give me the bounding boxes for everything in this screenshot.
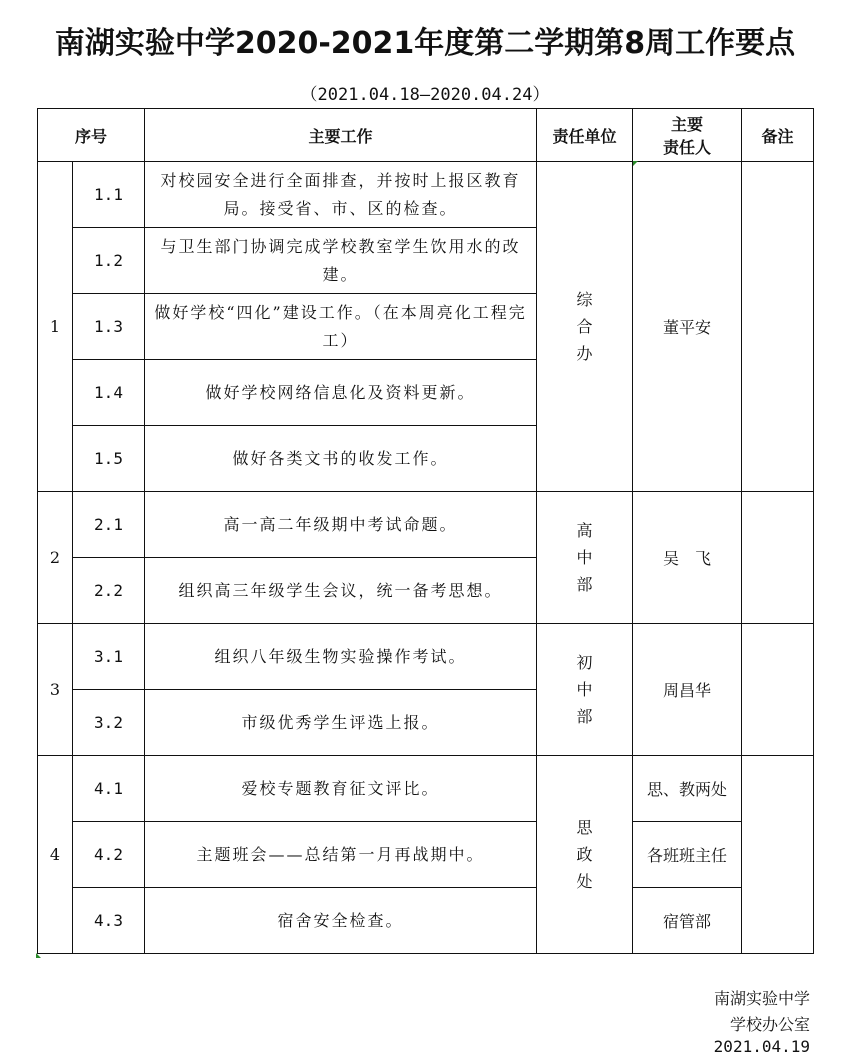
work-plan-table — [37, 108, 814, 954]
date-range: （2021.04.18—2020.04.24） — [300, 85, 550, 105]
header-seq: 序号 — [38, 109, 145, 162]
cell-comment-marker — [36, 953, 41, 958]
task-text: 做好学校“四化”建设工作。（在本周亮化工程完工） — [145, 294, 537, 360]
responsible-unit: 综 合 办 — [537, 162, 633, 492]
header-person: 主要 责任人 — [633, 109, 742, 162]
group-number: 2 — [38, 492, 73, 624]
responsible-unit: 初 中 部 — [537, 624, 633, 756]
sub-number: 1.5 — [73, 426, 145, 492]
note-cell — [742, 624, 814, 756]
header-unit: 责任单位 — [537, 109, 633, 162]
task-text: 市级优秀学生评选上报。 — [145, 690, 537, 756]
table-row — [38, 492, 814, 558]
task-text: 组织八年级生物实验操作考试。 — [145, 624, 537, 690]
responsible-unit: 高 中 部 — [537, 492, 633, 624]
table-row — [38, 756, 814, 822]
footer-org: 南湖实验中学 — [713, 989, 810, 1008]
group-number: 1 — [38, 162, 73, 492]
sub-number: 2.2 — [73, 558, 145, 624]
task-text: 高一高二年级期中考试命题。 — [145, 492, 537, 558]
responsible-person: 周昌华 — [633, 624, 742, 756]
footer-office: 学校办公室 — [729, 1015, 810, 1034]
task-text: 爱校专题教育征文评比。 — [145, 756, 537, 822]
responsible-person: 宿管部 — [633, 888, 742, 954]
task-text: 做好各类文书的收发工作。 — [145, 426, 537, 492]
responsible-person: 董平安 — [633, 162, 742, 492]
task-text: 宿舍安全检查。 — [145, 888, 537, 954]
responsible-person: 思、教两处 — [633, 756, 742, 822]
task-text: 对校园安全进行全面排查，并按时上报区教育局。接受省、市、区的检查。 — [145, 162, 537, 228]
responsible-person: 各班班主任 — [633, 822, 742, 888]
sub-number: 4.2 — [73, 822, 145, 888]
table-row — [38, 624, 814, 690]
sub-number: 3.2 — [73, 690, 145, 756]
table-row — [38, 822, 814, 888]
table-header-row — [38, 109, 814, 162]
sub-number: 3.1 — [73, 624, 145, 690]
sub-number: 2.1 — [73, 492, 145, 558]
cell-comment-marker — [633, 161, 638, 166]
footer-date: 2021.04.19 — [713, 1037, 810, 1056]
sub-number: 1.2 — [73, 228, 145, 294]
responsible-unit: 思 政 处 — [537, 756, 633, 954]
sub-number: 4.3 — [73, 888, 145, 954]
group-number: 3 — [38, 624, 73, 756]
document-title: 南湖实验中学2020-2021年度第二学期第8周工作要点 — [54, 26, 796, 61]
sub-number: 4.1 — [73, 756, 145, 822]
header-work: 主要工作 — [145, 109, 537, 162]
header-note: 备注 — [742, 109, 814, 162]
sub-number: 1.3 — [73, 294, 145, 360]
task-text: 组织高三年级学生会议，统一备考思想。 — [145, 558, 537, 624]
task-text: 主题班会——总结第一月再战期中。 — [145, 822, 537, 888]
note-cell — [742, 756, 814, 954]
note-cell — [742, 492, 814, 624]
table-row — [38, 888, 814, 954]
sub-number: 1.4 — [73, 360, 145, 426]
table-row — [38, 162, 814, 228]
task-text: 与卫生部门协调完成学校教室学生饮用水的改建。 — [145, 228, 537, 294]
note-cell — [742, 162, 814, 492]
task-text: 做好学校网络信息化及资料更新。 — [145, 360, 537, 426]
sub-number: 1.1 — [73, 162, 145, 228]
responsible-person: 吴 飞 — [633, 492, 742, 624]
group-number: 4 — [38, 756, 73, 954]
